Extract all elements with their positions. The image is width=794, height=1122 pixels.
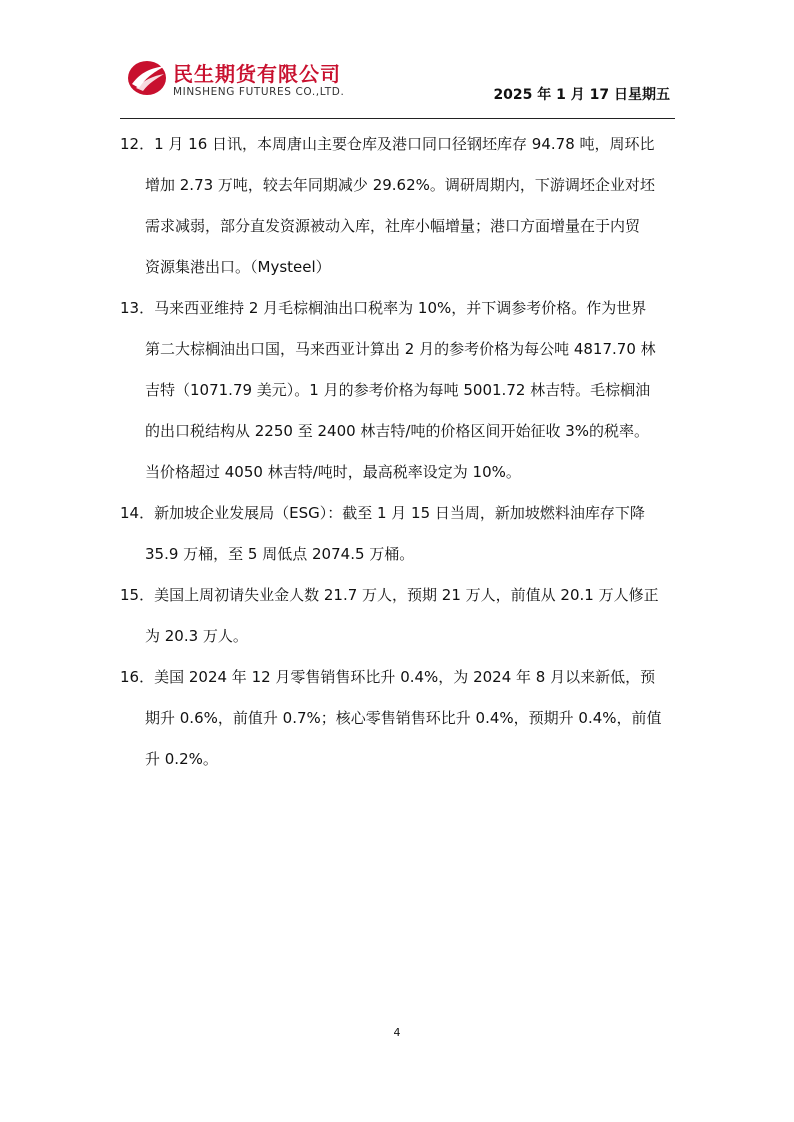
news-item bbox=[120, 657, 680, 780]
minsheng-logo-icon bbox=[127, 58, 167, 96]
news-line: 12．1 月 16 日讯，本周唐山主要仓库及港口同口径钢坯库存 94.78 吨，周环比 bbox=[120, 135, 655, 153]
news-line: 35.9 万桶，至 5 周低点 2074.5 万桶。 bbox=[145, 545, 415, 563]
news-line: 的出口税结构从 2250 至 2400 林吉特/吨的价格区间开始征收 3%的税率。 bbox=[145, 422, 650, 440]
news-line: 为 20.3 万人。 bbox=[145, 627, 248, 645]
news-item bbox=[120, 288, 680, 493]
news-line: 期升 0.6%，前值升 0.7%；核心零售销售环比升 0.4%，预期升 0.4%，前值 bbox=[145, 709, 662, 727]
company-name-cn: 民生期货有限公司 bbox=[173, 62, 341, 86]
news-list bbox=[120, 124, 680, 780]
page-number: 4 bbox=[393, 1026, 401, 1039]
report-date: 2025 年 1 月 17 日星期五 bbox=[493, 87, 670, 103]
header-divider bbox=[120, 118, 675, 119]
page-header bbox=[120, 52, 675, 118]
news-line: 吉特（1071.79 美元）。1 月的参考价格为每吨 5001.72 林吉特。毛棕榈油 bbox=[145, 381, 651, 399]
news-line: 15．美国上周初请失业金人数 21.7 万人，预期 21 万人，前值从 20.1 万人修正 bbox=[120, 586, 659, 604]
company-logo bbox=[127, 56, 367, 102]
news-item bbox=[120, 124, 680, 288]
news-line: 增加 2.73 万吨，较去年同期减少 29.62%。调研周期内，下游调坯企业对坯 bbox=[145, 176, 655, 194]
news-line: 需求减弱，部分直发资源被动入库，社库小幅增量；港口方面增量在于内贸 bbox=[145, 217, 641, 235]
news-line: 当价格超过 4050 林吉特/吨时，最高税率设定为 10%。 bbox=[145, 463, 521, 481]
news-line: 13．马来西亚维持 2 月毛棕榈油出口税率为 10%，并下调参考价格。作为世界 bbox=[120, 299, 647, 317]
news-line: 第二大棕榈油出口国，马来西亚计算出 2 月的参考价格为每公吨 4817.70 林 bbox=[145, 340, 656, 358]
news-line: 升 0.2%。 bbox=[145, 750, 218, 768]
company-name-en: MINSHENG FUTURES CO.,LTD. bbox=[173, 86, 345, 98]
news-line: 14．新加坡企业发展局（ESG）：截至 1 月 15 日当周，新加坡燃料油库存下降 bbox=[120, 504, 645, 522]
news-item bbox=[120, 493, 680, 575]
news-line: 16．美国 2024 年 12 月零售销售环比升 0.4%，为 2024 年 8 月以来新低，预 bbox=[120, 668, 656, 686]
news-item bbox=[120, 575, 680, 657]
news-line: 资源集港出口。（Mysteel） bbox=[145, 258, 331, 276]
